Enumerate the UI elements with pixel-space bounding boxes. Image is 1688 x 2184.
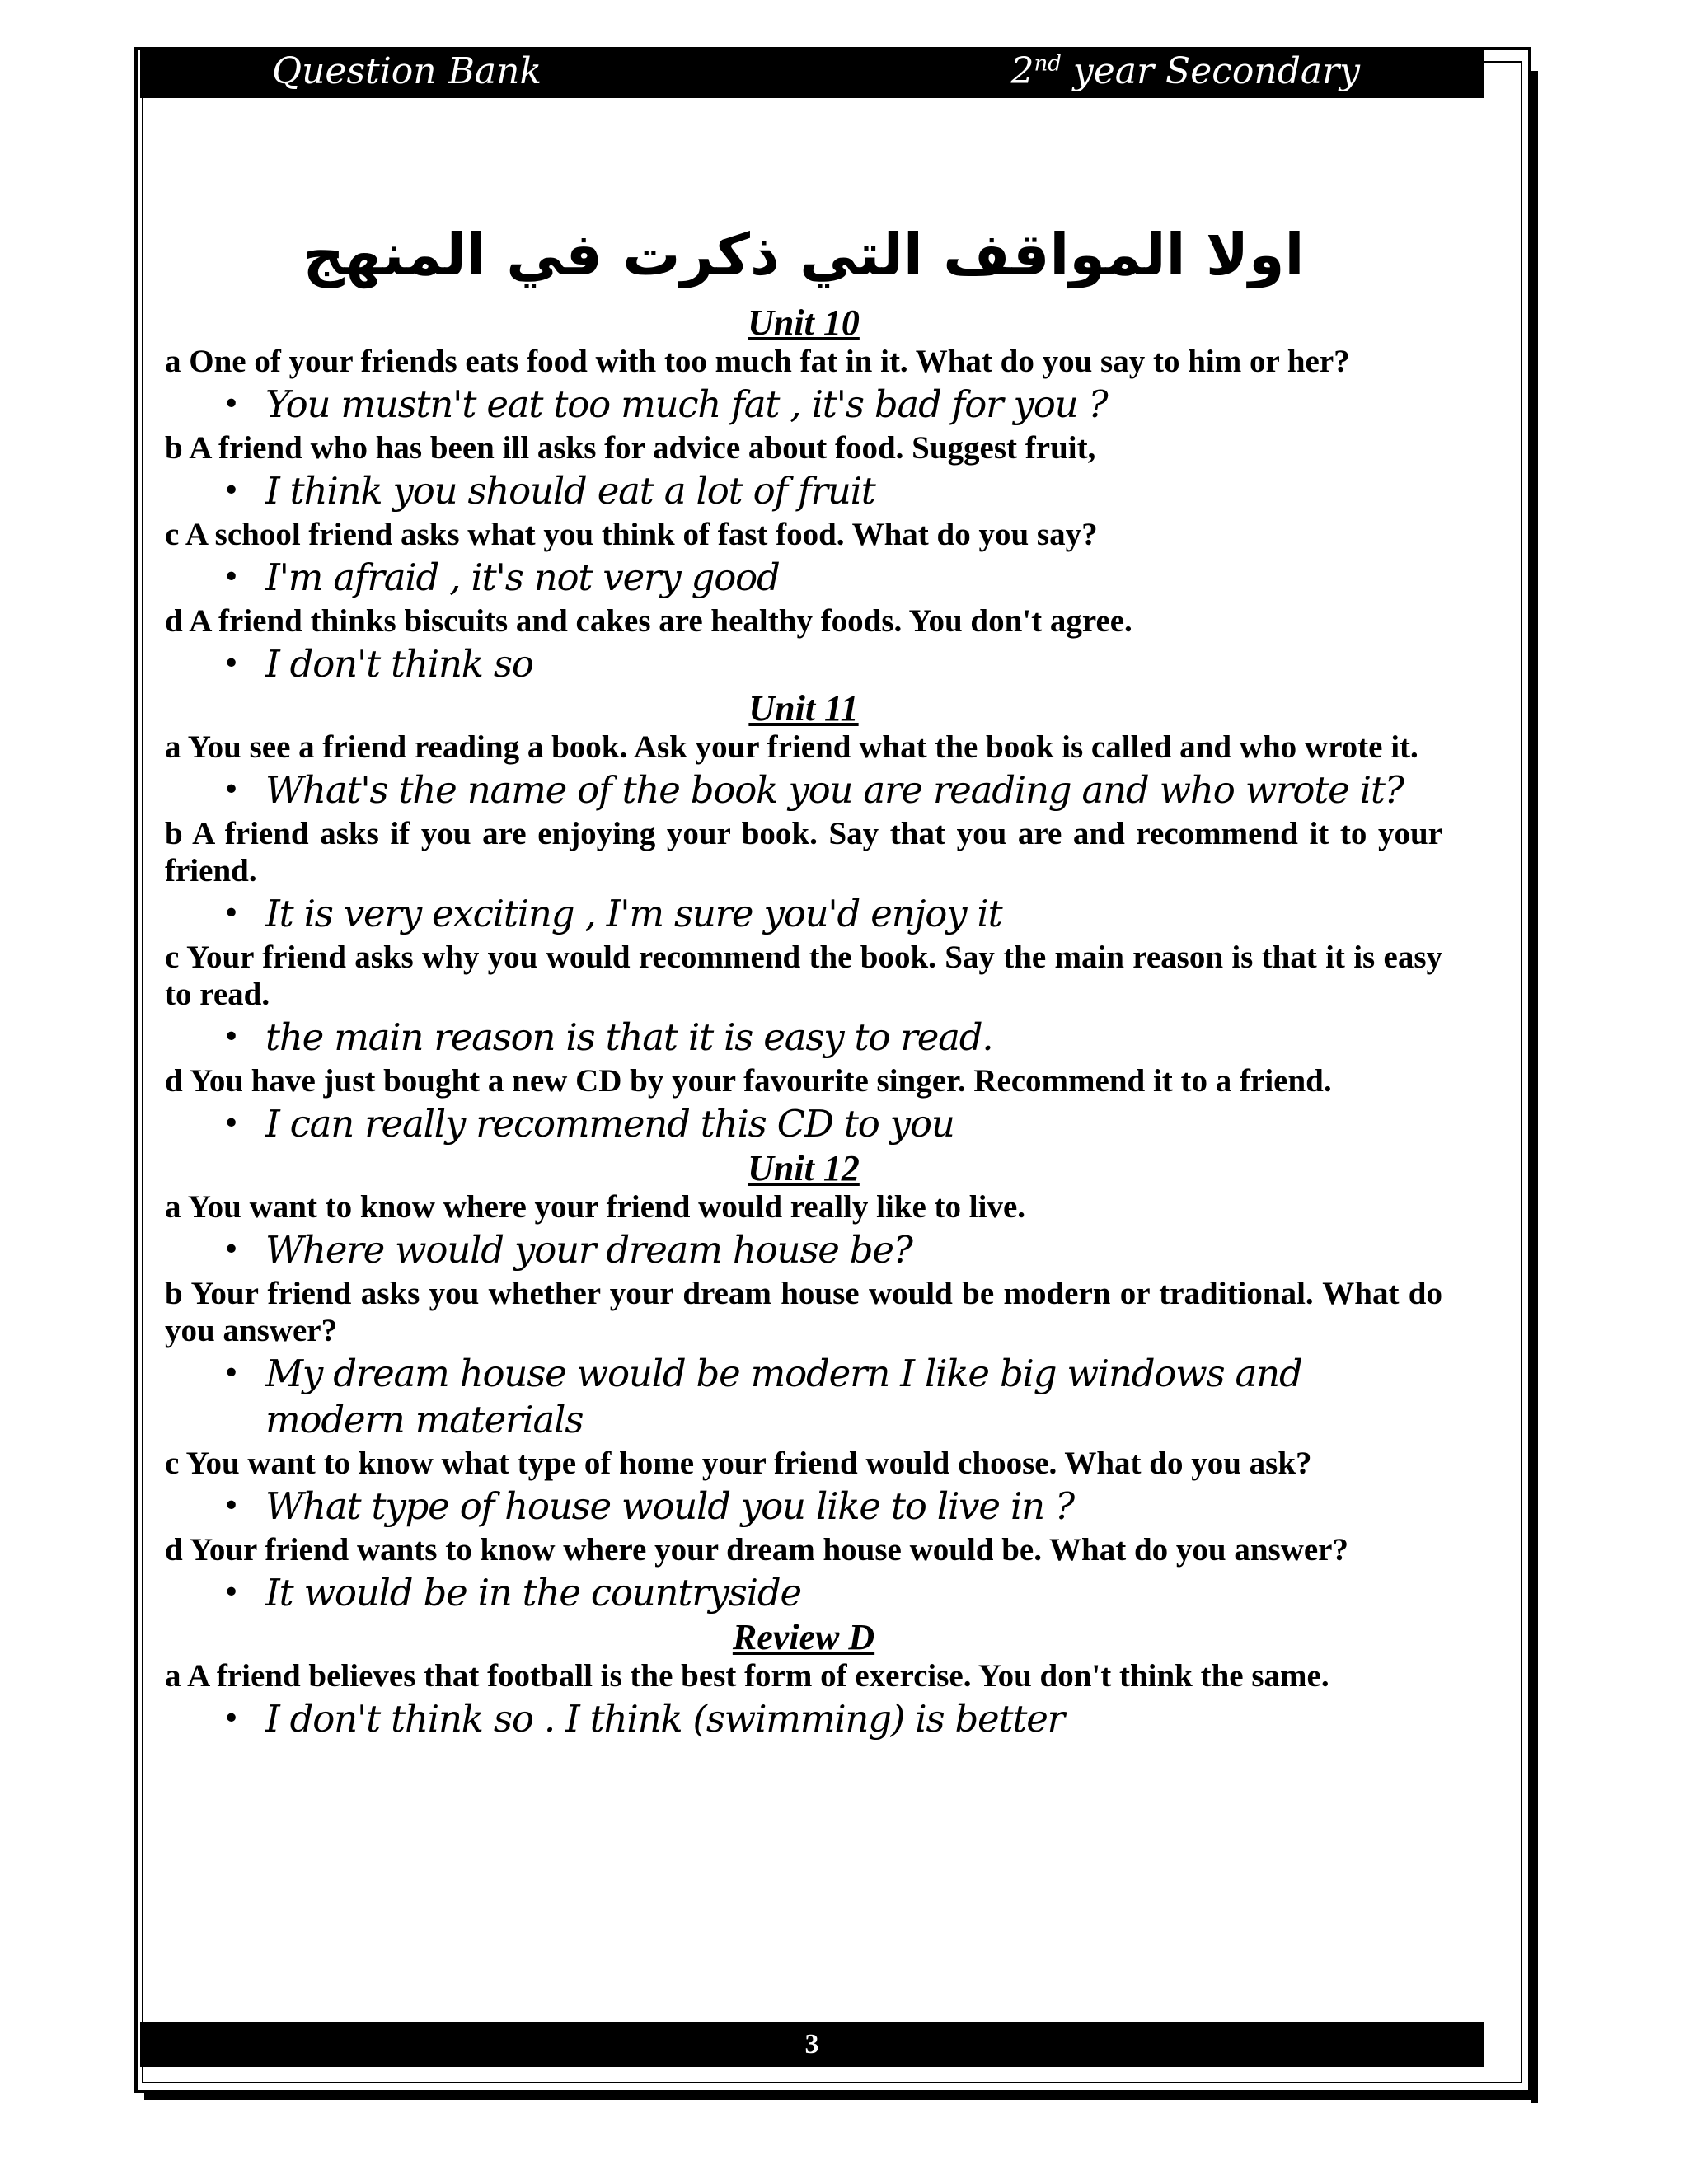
frame-shadow-right <box>1531 71 1538 2103</box>
answer-text: What's the name of the book you are reading and who wrote it? <box>265 768 1404 812</box>
bullet-icon: • <box>223 1233 240 1267</box>
answer-item <box>165 382 1442 428</box>
bullet-icon: • <box>223 1576 240 1610</box>
question-text: a You want to know where your friend would really like to live. <box>165 1189 1026 1225</box>
bullet-icon: • <box>223 387 240 421</box>
header-grade-suffix: nd <box>1034 51 1062 77</box>
answer-text: My dream house would be modern I like big windows and modern materials <box>265 1352 1302 1441</box>
bullet-icon: • <box>223 474 240 508</box>
header-grade-text: year Secondary <box>1061 50 1360 92</box>
answer-text: I don't think so . I think (swimming) is better <box>265 1697 1064 1741</box>
answer-item <box>165 1101 1442 1147</box>
answer-text: What type of house would you like to live in ? <box>265 1484 1074 1528</box>
answer-text: I think you should eat a lot of fruit <box>265 469 875 513</box>
answer-item <box>165 891 1442 937</box>
question-text: a One of your friends eats food with too much fat in it. What do you say to him or her? <box>165 344 1350 379</box>
answer-item <box>165 1227 1442 1273</box>
header-grade-number: 2 <box>1010 50 1034 92</box>
answer-item <box>165 1696 1442 1742</box>
bullet-icon: • <box>223 647 240 681</box>
bullet-icon: • <box>223 1702 240 1736</box>
answer-item <box>165 1570 1442 1616</box>
answer-text: You mustn't eat too much fat , it's bad for you ? <box>265 382 1108 426</box>
answer-item <box>165 555 1442 601</box>
header-bar <box>140 47 1484 98</box>
bullet-icon: • <box>223 1020 240 1054</box>
answer-text: I don't think so <box>265 642 533 686</box>
bullet-icon: • <box>223 1357 240 1390</box>
bullet-icon: • <box>223 560 240 594</box>
answer-text: Where would your dream house be? <box>265 1228 912 1272</box>
question-text: b Your friend asks you whether your dream house would be modern or traditional. What do you answer? <box>165 1276 1442 1348</box>
answer-text: the main reason is that it is easy to read. <box>265 1015 993 1059</box>
question-text: d A friend thinks biscuits and cakes are healthy foods. You don't agree. <box>165 603 1132 639</box>
question-text: c You want to know what type of home your friend would choose. What do you ask? <box>165 1446 1312 1481</box>
question-text: b A friend asks if you are enjoying your book. Say that you are and recommend it to your friend. <box>165 816 1442 888</box>
unit-heading: Unit 12 <box>748 1148 860 1188</box>
main-content <box>165 303 1442 1744</box>
unit-heading: Unit 10 <box>748 302 860 343</box>
question-text: d You have just bought a new CD by your favourite singer. Recommend it to a friend. <box>165 1063 1332 1099</box>
answer-text: It is very exciting , I'm sure you'd enjoy it <box>265 892 1002 935</box>
page-number: 3 <box>804 2029 819 2060</box>
unit-heading: Unit 11 <box>748 688 859 729</box>
bullet-icon: • <box>223 897 240 930</box>
answer-item <box>165 1351 1442 1443</box>
header-grade <box>1011 50 1360 92</box>
header-title: Question Bank <box>272 50 542 92</box>
frame-shadow-bottom <box>144 2093 1538 2100</box>
question-text: a A friend believes that football is the best form of exercise. You don't think the same. <box>165 1658 1329 1694</box>
question-text: a You see a friend reading a book. Ask your friend what the book is called and who wrote it. <box>165 729 1418 765</box>
answer-item <box>165 641 1442 687</box>
answer-text: It would be in the countryside <box>265 1571 801 1615</box>
answer-item <box>165 1483 1442 1530</box>
answer-item <box>165 468 1442 514</box>
answer-item <box>165 1015 1442 1061</box>
answer-item <box>165 767 1442 813</box>
question-text: d Your friend wants to know where your dream house would be. What do you answer? <box>165 1532 1348 1568</box>
question-text: c A school friend asks what you think of fast food. What do you say? <box>165 517 1098 552</box>
footer-bar <box>140 2022 1484 2067</box>
bullet-icon: • <box>223 1107 240 1141</box>
bullet-icon: • <box>223 773 240 807</box>
answer-text: I can really recommend this CD to you <box>265 1102 954 1146</box>
question-text: c Your friend asks why you would recommend the book. Say the main reason is that it is easy to read. <box>165 940 1442 1012</box>
answer-text: I'm afraid , it's not very good <box>265 555 780 599</box>
bullet-icon: • <box>223 1489 240 1523</box>
question-text: b A friend who has been ill asks for advice about food. Suggest fruit, <box>165 430 1096 466</box>
page-title: اولا المواقف التي ذكرت في المنهج <box>302 221 1305 288</box>
unit-heading: Review D <box>732 1617 875 1657</box>
